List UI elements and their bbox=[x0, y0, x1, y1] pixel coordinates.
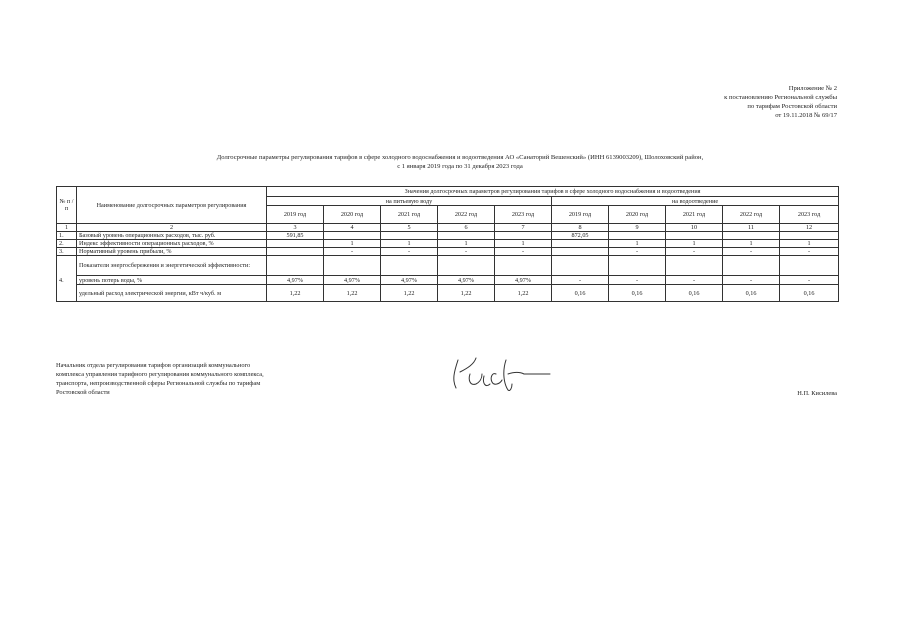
value-cell: - bbox=[780, 248, 839, 256]
row-name: Индекс эффективности операционных расходов, % bbox=[77, 240, 267, 248]
value-cell: 1,22 bbox=[381, 285, 438, 302]
table-row bbox=[57, 240, 839, 248]
column-number: 1 bbox=[57, 224, 77, 232]
year-header: 2023 год bbox=[780, 206, 839, 224]
year-header: 2020 год bbox=[609, 206, 666, 224]
table-row bbox=[57, 248, 839, 256]
value-cell: 872,05 bbox=[552, 232, 609, 240]
value-cell: 1,22 bbox=[324, 285, 381, 302]
value-cell: 1,22 bbox=[438, 285, 495, 302]
table-row bbox=[57, 285, 839, 302]
position-line: транспорта, непроизводственной сферы Региональной службы по тарифам bbox=[56, 380, 261, 387]
appendix-line: от 19.11.2018 № 69/17 bbox=[775, 112, 837, 119]
handwritten-signature bbox=[440, 350, 560, 396]
row-number bbox=[57, 285, 77, 302]
column-number: 10 bbox=[666, 224, 723, 232]
value-cell: 0,16 bbox=[723, 285, 780, 302]
value-cell: 0,16 bbox=[552, 285, 609, 302]
value-cell: - bbox=[723, 276, 780, 285]
year-header: 2021 год bbox=[666, 206, 723, 224]
row-name: Базовый уровень операционных расходов, тыс. руб. bbox=[77, 232, 267, 240]
row-number: 4. bbox=[57, 276, 77, 285]
row-name: Показатели энергосбережения и энергетической эффективности: bbox=[77, 256, 267, 276]
row-name: удельный расход электрической энергии, кВт ч/куб. м bbox=[77, 285, 267, 302]
signatory-position bbox=[56, 361, 326, 397]
value-cell: 1,22 bbox=[495, 285, 552, 302]
row-number bbox=[57, 256, 77, 276]
value-cell: 0,16 bbox=[780, 285, 839, 302]
value-cell: 1,22 bbox=[267, 285, 324, 302]
value-cell: 4,97% bbox=[267, 276, 324, 285]
table-row bbox=[57, 276, 839, 285]
value-cell bbox=[495, 232, 552, 240]
header-name: Наименование долгосрочных параметров регулирования bbox=[77, 187, 267, 224]
row-number: 3. bbox=[57, 248, 77, 256]
appendix-block bbox=[597, 84, 837, 120]
value-cell: 1 bbox=[495, 240, 552, 248]
position-line: Ростовской области bbox=[56, 389, 110, 396]
column-number: 7 bbox=[495, 224, 552, 232]
value-cell: 1 bbox=[666, 240, 723, 248]
column-number: 3 bbox=[267, 224, 324, 232]
column-number: 5 bbox=[381, 224, 438, 232]
value-cell bbox=[552, 248, 609, 256]
value-cell: 4,97% bbox=[438, 276, 495, 285]
header-no: № п /п bbox=[57, 187, 77, 224]
column-number: 12 bbox=[780, 224, 839, 232]
title-line: Долгосрочные параметры регулирования тарифов в сфере холодного водоснабжения и водоотведения АО «Санаторий Вешенский» (ИНН 6139003209), Шолоховский район, bbox=[216, 154, 704, 161]
table-row bbox=[57, 256, 839, 276]
year-header: 2021 год bbox=[381, 206, 438, 224]
value-cell: - bbox=[552, 276, 609, 285]
row-number: 2. bbox=[57, 240, 77, 248]
value-cell: 1 bbox=[381, 240, 438, 248]
value-cell bbox=[723, 232, 780, 240]
value-cell bbox=[324, 232, 381, 240]
row-name: Нормативный уровень прибыли, % bbox=[77, 248, 267, 256]
column-number: 8 bbox=[552, 224, 609, 232]
value-cell bbox=[780, 232, 839, 240]
value-cell: - bbox=[381, 248, 438, 256]
column-numbers-row bbox=[57, 224, 839, 232]
value-cell bbox=[267, 240, 324, 248]
column-number: 2 bbox=[77, 224, 267, 232]
value-cell: 4,97% bbox=[324, 276, 381, 285]
value-cell: - bbox=[438, 248, 495, 256]
value-cell bbox=[381, 232, 438, 240]
year-header: 2020 год bbox=[324, 206, 381, 224]
year-header: 2019 год bbox=[552, 206, 609, 224]
column-number: 11 bbox=[723, 224, 780, 232]
value-cell bbox=[609, 232, 666, 240]
value-cell: 1 bbox=[609, 240, 666, 248]
document-title bbox=[140, 153, 780, 171]
header-group: Значения долгосрочных параметров регулирования тарифов в сфере холодного водоснабжения и водоотведения bbox=[267, 187, 839, 197]
value-cell: 1 bbox=[723, 240, 780, 248]
value-cell: - bbox=[609, 248, 666, 256]
value-cell bbox=[267, 248, 324, 256]
column-number: 9 bbox=[609, 224, 666, 232]
year-header: 2022 год bbox=[723, 206, 780, 224]
appendix-line: Приложение № 2 bbox=[788, 85, 837, 92]
value-cell: - bbox=[324, 248, 381, 256]
position-line: Начальник отдела регулирования тарифов организаций коммунального bbox=[56, 362, 251, 369]
value-cell: - bbox=[609, 276, 666, 285]
row-name: уровень потерь воды, % bbox=[77, 276, 267, 285]
value-cell: 4,97% bbox=[381, 276, 438, 285]
signer-name: Н.П. Кисилева bbox=[797, 390, 837, 397]
appendix-line: по тарифам Ростовской области bbox=[747, 103, 837, 110]
value-cell: 1 bbox=[780, 240, 839, 248]
value-cell: - bbox=[723, 248, 780, 256]
value-cell: 0,16 bbox=[666, 285, 723, 302]
value-cell: 0,16 bbox=[609, 285, 666, 302]
year-header: 2022 год bbox=[438, 206, 495, 224]
value-cell bbox=[666, 232, 723, 240]
column-number: 4 bbox=[324, 224, 381, 232]
row-number: 1. bbox=[57, 232, 77, 240]
column-number: 6 bbox=[438, 224, 495, 232]
value-cell bbox=[552, 240, 609, 248]
value-cell: 1 bbox=[438, 240, 495, 248]
value-cell bbox=[438, 232, 495, 240]
value-cell: 591,85 bbox=[267, 232, 324, 240]
position-line: комплекса управления тарифного регулирования коммунального комплекса, bbox=[56, 371, 264, 378]
value-cell: - bbox=[780, 276, 839, 285]
table-row bbox=[57, 232, 839, 240]
value-cell: - bbox=[666, 276, 723, 285]
parameters-table bbox=[56, 186, 839, 302]
value-cell: 1 bbox=[324, 240, 381, 248]
value-cell: 4,97% bbox=[495, 276, 552, 285]
year-header: 2019 год bbox=[267, 206, 324, 224]
value-cell: - bbox=[666, 248, 723, 256]
header-sewer: на водоотведение bbox=[552, 197, 839, 206]
appendix-line: к постановлению Региональной службы bbox=[724, 94, 837, 101]
value-cell: - bbox=[495, 248, 552, 256]
header-water: на питьевую воду bbox=[267, 197, 552, 206]
year-header: 2023 год bbox=[495, 206, 552, 224]
title-line: с 1 января 2019 года по 31 декабря 2023 года bbox=[397, 163, 523, 170]
